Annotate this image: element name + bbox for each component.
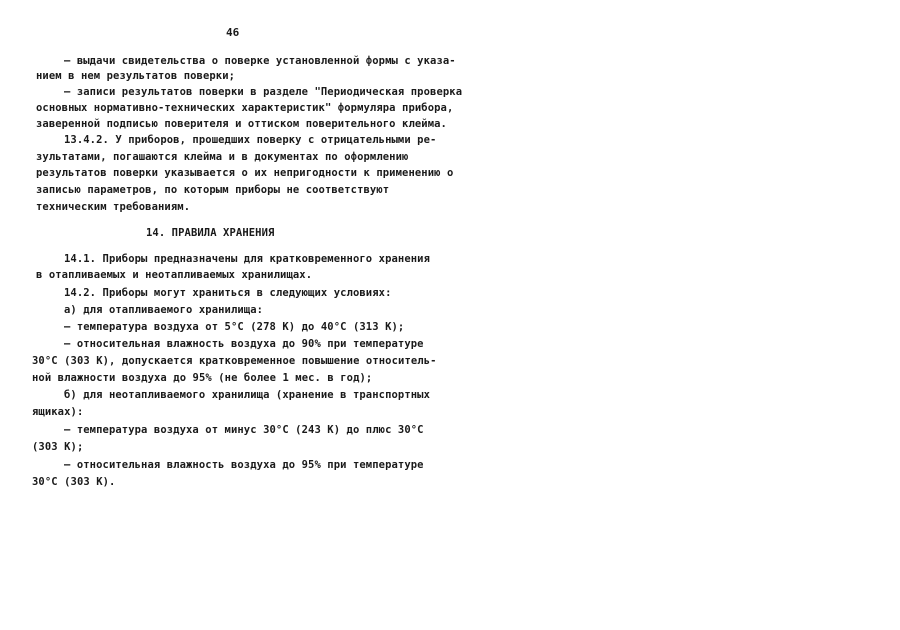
text-line: результатов поверки указывается о их непригодности к применению о: [36, 167, 454, 179]
text-line: – относительная влажность воздуха до 90% при температуре: [64, 338, 424, 350]
text-line: – температура воздуха от минус 30°С (243 К) до плюс 30°С: [64, 424, 424, 436]
section-heading: 14. ПРАВИЛА ХРАНЕНИЯ: [146, 227, 275, 239]
text-line: 13.4.2. У приборов, прошедших поверку с отрицательными ре-: [64, 134, 437, 146]
text-line: заверенной подписью поверителя и оттиском поверительного клейма.: [36, 118, 447, 130]
text-line: записью параметров, по которым приборы не соответствуют: [36, 184, 390, 196]
text-line: зультатами, погашаются клейма и в документах по оформлению: [36, 151, 409, 163]
text-line: 14.1. Приборы предназначены для кратковременного хранения: [64, 253, 431, 265]
text-line: а) для отапливаемого хранилища:: [64, 304, 264, 316]
text-line: б) для неотапливаемого хранилища (хранение в транспортных: [64, 389, 431, 401]
text-line: в отапливаемых и неотапливаемых хранилищах.: [36, 269, 313, 281]
text-line: – записи результатов поверки в разделе "Периодическая проверка: [64, 86, 463, 98]
text-line: – температура воздуха от 5°С (278 К) до 40°С (313 К);: [64, 321, 405, 333]
text-line: ной влажности воздуха до 95% (не более 1 мес. в год);: [32, 372, 373, 384]
text-line: – относительная влажность воздуха до 95% при температуре: [64, 459, 424, 471]
page-number: 46: [226, 26, 240, 39]
text-line: ящиках):: [32, 406, 84, 418]
text-line: 30°С (303 К), допускается кратковременное повышение относитель-: [32, 355, 437, 367]
text-line: нием в нем результатов поверки;: [36, 70, 236, 82]
text-line: техническим требованиям.: [36, 201, 191, 213]
text-line: 30°С (303 К).: [32, 476, 116, 488]
text-line: 14.2. Приборы могут храниться в следующих условиях:: [64, 287, 392, 299]
text-line: – выдачи свидетельства о поверке установленной формы с указа-: [64, 55, 456, 67]
text-line: (303 К);: [32, 441, 84, 453]
text-line: основных нормативно-технических характеристик" формуляра прибора,: [36, 102, 454, 114]
